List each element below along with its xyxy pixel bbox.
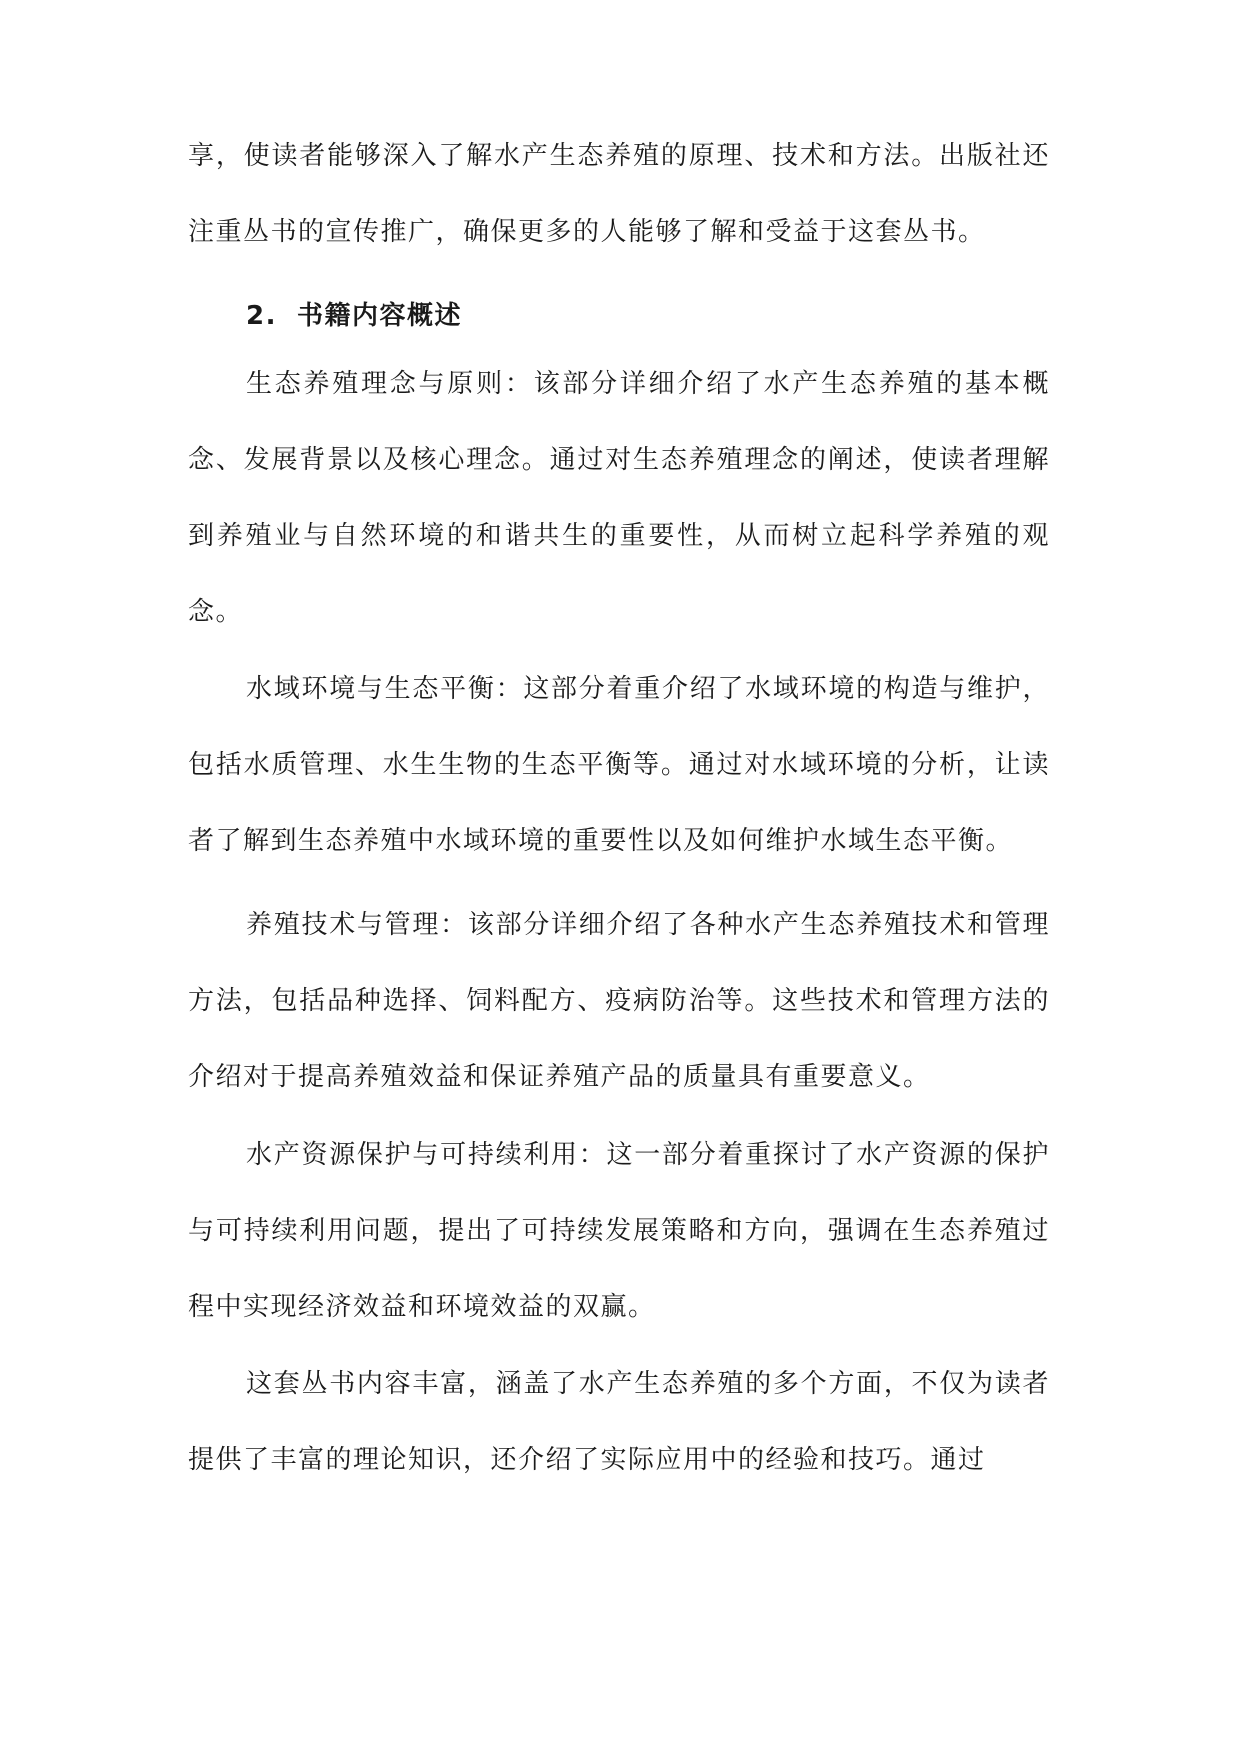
section-title: 书籍内容概述 <box>296 301 462 331</box>
paragraph-resource-protection: 水产资源保护与可持续利用：这一部分着重探讨了水产资源的保护与可持续利用问题，提出了可持续发展策略和方向，强调在生态养殖过程中实现经济效益和环境效益的双赢。 <box>188 1140 1050 1322</box>
paragraph-block-3 <box>188 887 1050 1115</box>
continued-paragraph: 享，使读者能够深入了解水产生态养殖的原理、技术和方法。出版社还注重丛书的宣传推广，确保更多的人能够了解和受益于这套丛书。 <box>188 141 1050 247</box>
section-heading <box>188 278 1050 354</box>
paragraph-techniques-management: 养殖技术与管理：该部分详细介绍了各种水产生态养殖技术和管理方法，包括品种选择、饲料配方、疫病防治等。这些技术和管理方法的介绍对于提高养殖效益和保证养殖产品的质量具有重要意义。 <box>188 910 1050 1092</box>
paragraph-summary: 这套丛书内容丰富，涵盖了水产生态养殖的多个方面，不仅为读者提供了丰富的理论知识，还介绍了实际应用中的经验和技巧。通过 <box>188 1369 1050 1475</box>
paragraph-ecological-concept: 生态养殖理念与原则：该部分详细介绍了水产生态养殖的基本概念、发展背景以及核心理念。通过对生态养殖理念的阐述，使读者理解到养殖业与自然环境的和谐共生的重要性，从而树立起科学养殖的观念。 <box>188 369 1050 627</box>
paragraph-block-1 <box>188 346 1050 650</box>
paragraph-water-environment: 水域环境与生态平衡：这部分着重介绍了水域环境的构造与维护，包括水质管理、水生生物的生态平衡等。通过对水域环境的分析，让读者了解到生态养殖中水域环境的重要性以及如何维护水域生态平衡。 <box>188 674 1050 856</box>
section-heading-block <box>188 278 1050 354</box>
section-number: 2. <box>246 301 277 331</box>
paragraph-block-2 <box>188 651 1050 879</box>
paragraph-block-4 <box>188 1117 1050 1345</box>
paragraph-block-5 <box>188 1346 1050 1498</box>
continued-paragraph-block <box>188 118 1050 270</box>
